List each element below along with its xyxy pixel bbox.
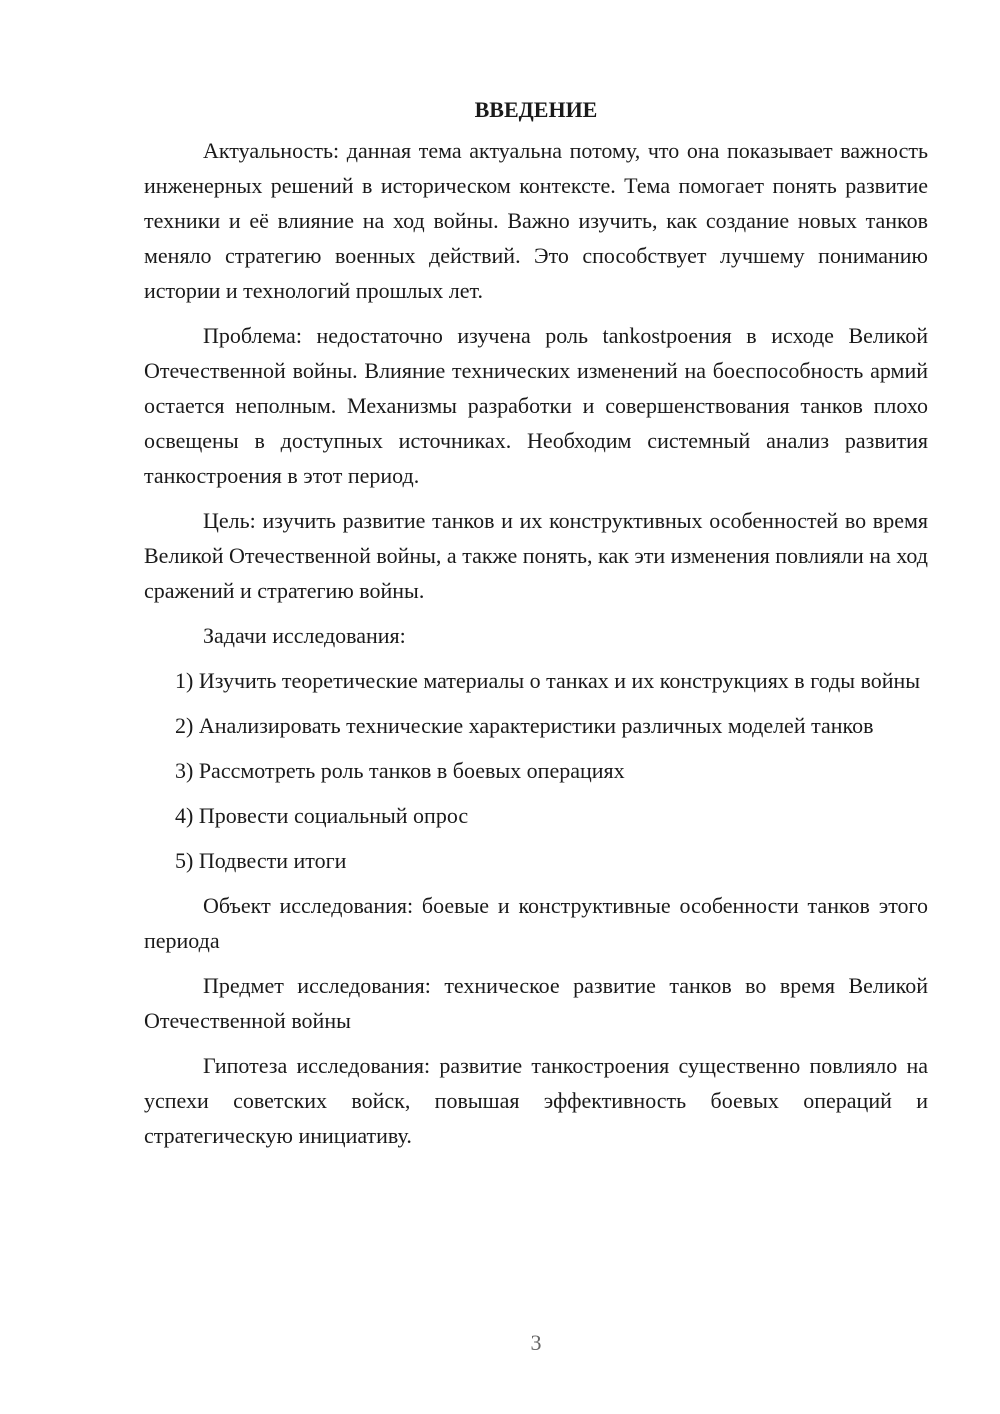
hypothesis-paragraph: Гипотеза исследования: развитие танкостроения существенно повлияло на успехи советских войск, повышая эффективность боевых операций и стратегическую инициативу.: [144, 1053, 928, 1148]
task-item-3: 3) Рассмотреть роль танков в боевых операциях: [175, 758, 625, 783]
task-item-4: 4) Провести социальный опрос: [175, 803, 469, 828]
object-paragraph: Объект исследования: боевые и конструктивные особенности танков этого периода: [144, 893, 928, 953]
problem-paragraph: Проблема: недостаточно изучена роль tankostроения в исходе Великой Отечественной войны. Влияние технических изменений на боеспособность армий остается неполным. Механизмы разработки и совершенствования танков плохо освещены в доступных источниках. Необходим системный анализ развития танкостроения в этот период.: [144, 323, 928, 488]
page-number: 3: [530, 1330, 542, 1355]
task-item-1: 1) Изучить теоретические материалы о танках и их конструкциях в годы войны: [175, 668, 921, 693]
page-content: [144, 92, 928, 1163]
tasks-title: Задачи исследования:: [203, 623, 406, 648]
relevance-paragraph: Актуальность: данная тема актуальна потому, что она показывает важность инженерных решений в историческом контексте. Тема помогает понять развитие техники и её влияние на ход войны. Важно изучить, как создание новых танков меняло стратегию военных действий. Это способствует лучшему пониманию истории и технологий прошлых лет.: [144, 138, 928, 303]
goal-paragraph: Цель: изучить развитие танков и их конструктивных особенностей во время Великой Отечественной войны, а также понять, как эти изменения повлияли на ход сражений и стратегию войны.: [144, 508, 928, 603]
task-item-2: 2) Анализировать технические характеристики различных моделей танков: [175, 713, 874, 738]
page-title: ВВЕДЕНИЕ: [474, 97, 598, 122]
subject-paragraph: Предмет исследования: техническое развитие танков во время Великой Отечественной войны: [144, 973, 928, 1033]
task-item-5: 5) Подвести итоги: [175, 848, 347, 873]
